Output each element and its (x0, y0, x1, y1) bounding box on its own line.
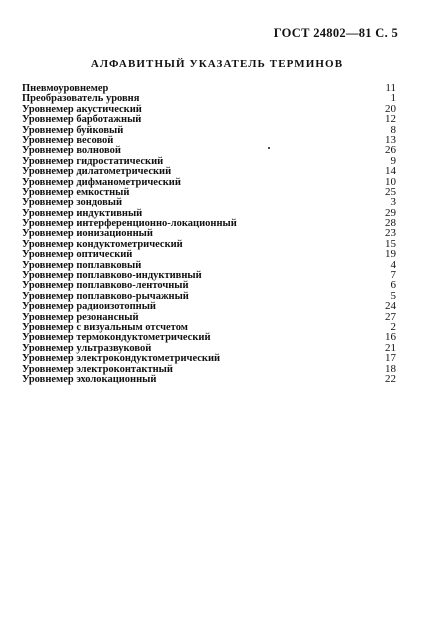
term-name: Уровнемер акустический (22, 103, 142, 115)
term-name: Уровнемер гидростатический (22, 155, 164, 167)
term-page-number: 25 (385, 185, 396, 198)
page-header: ГОСТ 24802—81 С. 5 (273, 26, 398, 40)
index-title: АЛФАВИТНЫЙ УКАЗАТЕЛЬ ТЕРМИНОВ (90, 58, 344, 70)
term-row (22, 343, 396, 353)
term-name: Уровнемер радиоизотопный (22, 301, 156, 313)
term-page-number: 12 (385, 113, 396, 126)
term-page-number: 27 (385, 310, 396, 323)
scan-speck (268, 147, 270, 149)
term-name: Уровнемер электрокондуктометрический (22, 353, 221, 365)
term-row (22, 145, 396, 155)
term-page-number: 9 (390, 154, 396, 167)
term-row (22, 156, 396, 166)
term-name: Уровнемер буйковый (22, 124, 124, 136)
term-page-number: 17 (385, 352, 396, 365)
term-page-number: 3 (390, 196, 396, 209)
term-row (22, 125, 396, 135)
term-name: Уровнемер термокондуктометрический (22, 332, 211, 344)
term-name: Уровнемер весовой (22, 134, 114, 146)
term-name: Уровнемер поплавково-рычажный (22, 290, 189, 302)
term-page-number: 29 (385, 206, 396, 219)
term-page-number: 26 (385, 144, 396, 157)
term-name: Уровнемер ионизационный (22, 228, 153, 240)
term-name: Уровнемер индуктивный (22, 207, 143, 219)
term-page-number: 13 (385, 133, 396, 146)
term-row (22, 166, 396, 176)
term-row (22, 353, 396, 363)
term-row (22, 208, 396, 218)
term-row (22, 312, 396, 322)
term-name: Уровнемер эхолокационный (22, 373, 157, 385)
term-row (22, 239, 396, 249)
term-page-number: 2 (390, 320, 396, 333)
term-page-number: 6 (390, 279, 396, 292)
term-name: Уровнемер интерференционно-локационный (22, 218, 237, 230)
term-page-number: 18 (385, 362, 396, 375)
term-row (22, 270, 396, 280)
term-page-number: 11 (385, 82, 396, 94)
term-page-number: 23 (385, 227, 396, 240)
term-row (22, 249, 396, 259)
term-row (22, 187, 396, 197)
term-row (22, 280, 396, 290)
term-page-number: 14 (385, 165, 396, 178)
term-page-number: 16 (385, 331, 396, 344)
term-page-number: 15 (385, 237, 396, 250)
term-list (22, 83, 396, 384)
term-row (22, 322, 396, 332)
term-name: Уровнемер поплавково-ленточный (22, 280, 189, 292)
term-page-number: 20 (385, 102, 396, 115)
term-row (22, 364, 396, 374)
term-page-number: 22 (385, 372, 396, 385)
term-name: Уровнемер поплавковый (22, 259, 142, 271)
term-row (22, 135, 396, 145)
term-row (22, 301, 396, 311)
term-row (22, 332, 396, 342)
term-page-number: 7 (390, 269, 396, 282)
term-name: Уровнемер оптический (22, 249, 133, 261)
term-row (22, 291, 396, 301)
term-page-number: 1 (390, 92, 396, 105)
term-name: Уровнемер электроконтактный (22, 363, 173, 375)
term-row (22, 83, 396, 93)
term-row (22, 114, 396, 124)
term-name: Уровнемер волновой (22, 145, 121, 157)
term-row (22, 374, 396, 384)
term-name: Уровнемер емкостный (22, 186, 130, 198)
term-name: Уровнемер дифманометрический (22, 176, 181, 188)
term-name: Пневмоуровнемер (22, 83, 109, 94)
term-page-number: 5 (390, 289, 396, 302)
term-name: Уровнемер кондуктометрический (22, 238, 183, 250)
term-row (22, 177, 396, 187)
term-page-number: 4 (390, 258, 396, 271)
term-row (22, 104, 396, 114)
term-page-number: 8 (390, 123, 396, 136)
term-row (22, 197, 396, 207)
term-name: Уровнемер с визуальным отсчетом (22, 321, 188, 333)
term-page-number: 24 (385, 300, 396, 313)
term-name: Преобразователь уровня (22, 93, 140, 105)
term-name: Уровнемер зондовый (22, 197, 123, 209)
term-name: Уровнемер дилатометрический (22, 166, 172, 178)
term-page-number: 28 (385, 217, 396, 230)
term-page-number: 10 (385, 175, 396, 188)
term-name: Уровнемер резонансный (22, 311, 139, 323)
term-row (22, 228, 396, 238)
term-name: Уровнемер поплавково-индуктивный (22, 270, 202, 282)
term-name: Уровнемер ультразвуковой (22, 342, 152, 354)
term-row (22, 93, 396, 103)
term-name: Уровнемер барботажный (22, 114, 142, 126)
term-page-number: 21 (385, 341, 396, 354)
term-row (22, 260, 396, 270)
term-page-number: 19 (385, 248, 396, 261)
term-row (22, 218, 396, 228)
